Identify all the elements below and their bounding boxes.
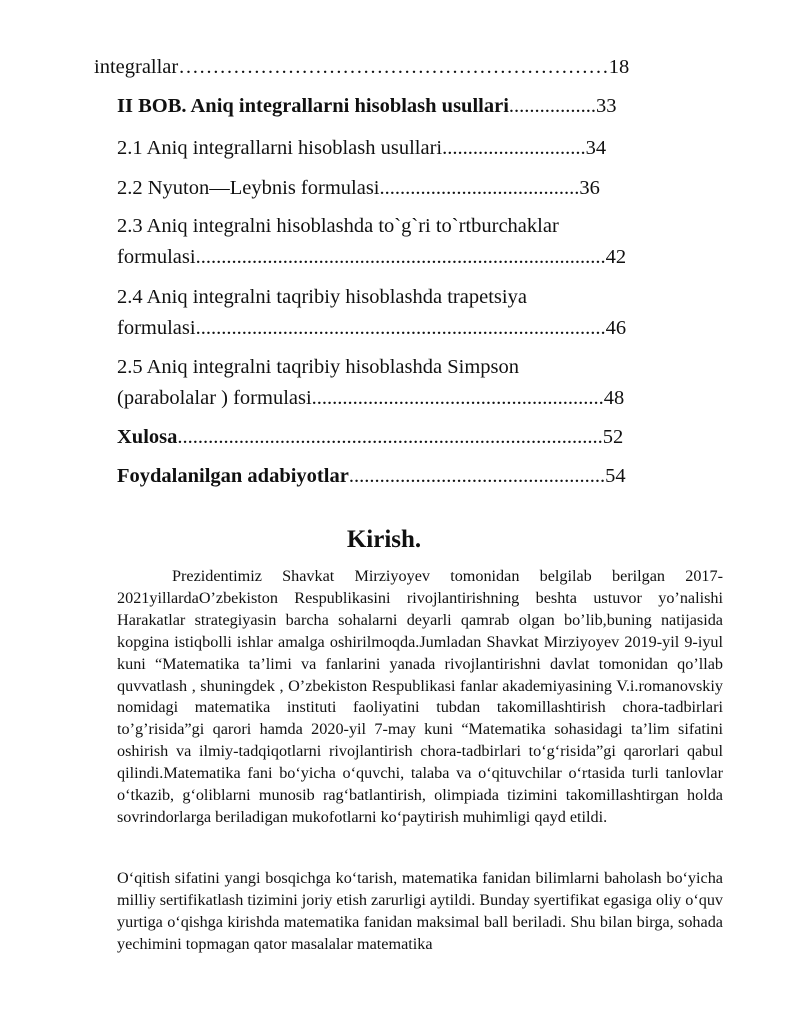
toc-page-number: 48 bbox=[603, 387, 625, 409]
toc-leader: ................................................................................... bbox=[177, 426, 603, 448]
toc-entry-2-4-line1 bbox=[117, 285, 527, 309]
toc-page-number: 42 bbox=[605, 246, 627, 268]
toc-entry-chapter-2 bbox=[117, 94, 617, 118]
toc-page-number: 46 bbox=[605, 317, 627, 339]
toc-entry-text: 2.3 Aniq integralni hisoblashda to`g`ri to`rtburchaklar bbox=[117, 215, 559, 237]
toc-leader: ............................ bbox=[442, 137, 586, 159]
toc-leader: ....................................... bbox=[379, 177, 580, 199]
toc-entry-2-5-line1 bbox=[117, 355, 519, 379]
toc-page-number: 52 bbox=[602, 426, 624, 448]
toc-section-title: Xulosa bbox=[117, 426, 178, 448]
toc-leader: ................. bbox=[508, 95, 597, 117]
section-heading: Kirish. bbox=[346, 526, 422, 553]
toc-entry-text: 2.1 Aniq integrallarni hisoblash usullari bbox=[117, 137, 443, 159]
toc-entry-text: (parabolalar ) formulasi bbox=[117, 387, 312, 409]
intro-paragraph-2: O‘qitish sifatini yangi bosqichga ko‘tarish, matematika fanidan bilimlarni baholash bo‘yicha milliy sertifikatlash tizimini joriy etish zarurligi aytildi. Bunday syertifikat egasiga oliy o‘quv yurtiga o‘qishga kirishda matematika fanidan maksimal ball beriladi. Shu bilan birga, sohada yechimini topmagan qator masalalar matematika bbox=[117, 869, 724, 953]
toc-page-number: 18 bbox=[608, 56, 630, 78]
toc-page-number: 54 bbox=[605, 465, 626, 487]
toc-entry-2-3-line2 bbox=[117, 245, 626, 269]
toc-entry-2-3-line1 bbox=[117, 214, 559, 238]
toc-leader: ……………………………………………………… bbox=[178, 56, 609, 78]
toc-entry-adabiyotlar bbox=[117, 464, 626, 488]
toc-entry-integrallar bbox=[94, 55, 629, 79]
toc-page-number: 34 bbox=[585, 137, 607, 159]
toc-page-number: 33 bbox=[596, 95, 617, 117]
toc-leader: ................................................................................ bbox=[195, 317, 606, 339]
toc-entry-text: 2.2 Nyuton—Leybnis formulasi bbox=[117, 177, 380, 199]
toc-leader: ......................................................... bbox=[311, 387, 604, 409]
toc-entry-2-2 bbox=[117, 176, 600, 200]
toc-entry-text: formulasi bbox=[117, 246, 196, 268]
toc-entry-2-5-line2 bbox=[117, 386, 624, 410]
toc-entry-xulosa bbox=[117, 425, 623, 449]
toc-entry-text: integrallar bbox=[94, 56, 179, 78]
toc-leader: ................................................................................ bbox=[195, 246, 606, 268]
toc-entry-text: 2.4 Aniq integralni taqribiy hisoblashda trapetsiya bbox=[117, 286, 527, 308]
toc-leader: .................................................. bbox=[348, 465, 606, 487]
toc-chapter-title: II BOB. Aniq integrallarni hisoblash usullari bbox=[117, 95, 509, 117]
toc-entry-text: formulasi bbox=[117, 317, 196, 339]
toc-entry-2-4-line2 bbox=[117, 316, 626, 340]
toc-entry-text: 2.5 Aniq integralni taqribiy hisoblashda Simpson bbox=[117, 356, 520, 378]
intro-paragraph-1: Prezidentimiz Shavkat Mirziyoyev tomonidan belgilab berilgan 2017-2021yillardaO’zbekiston Respublikasini rivojlantirishning beshta ustuvor yo’nalishi Harakatlar strategiyasin barcha sohalarni deyarli qamrab olgan bo’lib,buning natijasida kopgina istiqbolli ishlar amalga oshirilmoqda.Jumladan Shavkat Mirziyoyev 2019-yil 9-iyul kuni “Matematika ta’limi va fanlarini yanada rivojlantirishni davlat tomonidan qo’llab quvvatlash , shuningdek , O’zbekiston Respublikasi fanlar akademiyasining V.i.romanovskiy nomidagi matematika instituti faoliyatini tubdan takomillashtirish chora-tadbirlari to’g’risida”gi qarori hamda 2020-yil 7-may kuni “Matematika sohasidagi ta’lim sifatini oshirish va ilmiy-tadqiqotlarni rivojlantirish chora-tadbirlari to‘g‘risida”gi qarorlari qabul qilindi.Matematika fani bo‘yicha o‘quvchi, talaba va o‘qituvchilar o‘rtasida turli tanlovlar o‘tkazib, g‘oliblarni munosib rag‘batlantirish, olimpiada tizimini takomillashtirgan holda sovrindorlarga beriladigan mukofotlarni ko‘paytirish muhimligi qayd etildi. bbox=[117, 567, 723, 826]
toc-entry-2-1 bbox=[117, 136, 606, 160]
toc-page-number: 36 bbox=[579, 177, 600, 199]
toc-section-title: Foydalanilgan adabiyotlar bbox=[117, 465, 349, 487]
